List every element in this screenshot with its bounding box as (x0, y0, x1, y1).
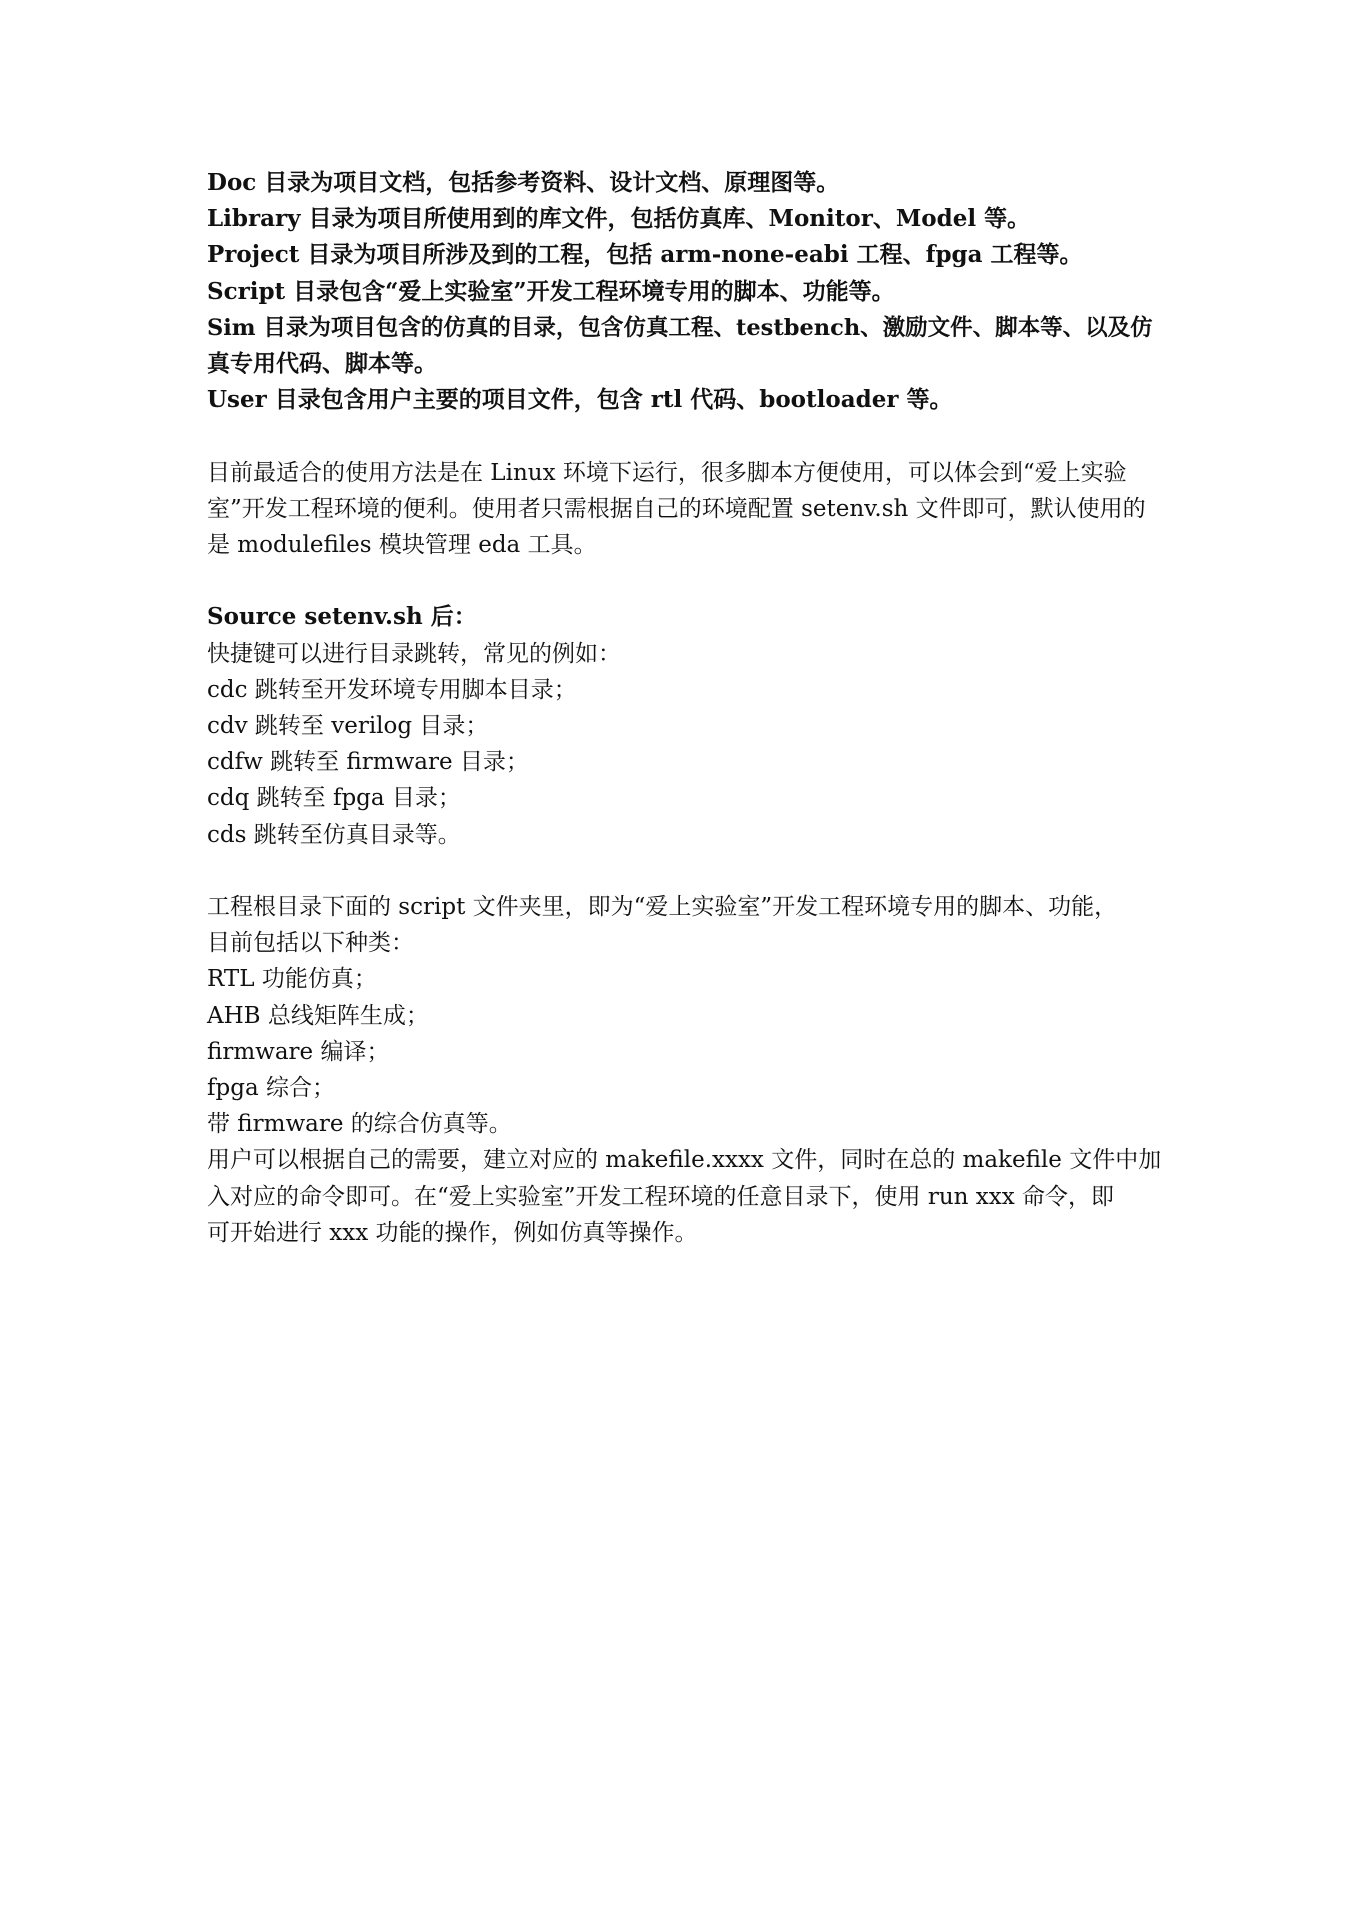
script-section (207, 889, 1162, 1251)
makefile-note-line: 入对应的命令即可。在“爱上实验室”开发工程环境的任意目录下，使用 run xxx 命令，即 (207, 1183, 1114, 1210)
project-dir-line: Project 目录为项目所涉及到的工程，包括 arm-none-eabi 工程、fpga 工程等。 (207, 241, 1083, 269)
makefile-note-line: 可开始进行 xxx 功能的操作，例如仿真等操作。 (207, 1219, 698, 1246)
script-feature-item: AHB 总线矩阵生成； (207, 1002, 429, 1029)
script-intro-line: 工程根目录下面的 script 文件夹里，即为“爱上实验室”开发工程环境专用的脚本、功能， (207, 894, 1118, 921)
shortcut-item: cdq 跳转至 fpga 目录； (207, 785, 461, 812)
shortcut-intro: 快捷键可以进行目录跳转，常见的例如： (207, 640, 621, 667)
usage-line: 室”开发工程环境的便利。使用者只需根据自己的环境配置 setenv.sh 文件即可，默认使用的 (207, 495, 1146, 522)
paragraph-gap (207, 418, 1162, 454)
shortcut-section (207, 599, 1162, 852)
sim-dir-line-continued: 真专用代码、脚本等。 (207, 350, 437, 378)
usage-paragraph (207, 455, 1162, 564)
source-heading: Source setenv.sh 后： (207, 603, 477, 631)
usage-line: 目前最适合的使用方法是在 Linux 环境下运行，很多脚本方便使用，可以体会到“爱上实验 (207, 459, 1127, 486)
sim-dir-line: Sim 目录为项目包含的仿真的目录，包含仿真工程、testbench、激励文件、脚本等、以及仿 (207, 314, 1153, 341)
directory-section (207, 165, 1162, 418)
script-feature-item: RTL 功能仿真； (207, 966, 377, 993)
script-feature-item: firmware 编译； (207, 1038, 390, 1065)
makefile-note-line: 用户可以根据自己的需要，建立对应的 makefile.xxxx 文件，同时在总的 makefile 文件中加 (207, 1147, 1162, 1174)
script-feature-item: fpga 综合； (207, 1075, 335, 1102)
document-page (207, 165, 1162, 1251)
shortcut-item: cdc 跳转至开发环境专用脚本目录； (207, 676, 577, 703)
paragraph-gap (207, 563, 1162, 599)
library-dir-line: Library 目录为项目所使用到的库文件，包括仿真库、Monitor、Model 等。 (207, 205, 1031, 233)
script-intro-line: 目前包括以下种类： (207, 930, 414, 957)
paragraph-gap (207, 853, 1162, 889)
doc-dir-line: Doc 目录为项目文档，包括参考资料、设计文档、原理图等。 (207, 169, 840, 196)
script-dir-line: Script 目录包含“爱上实验室”开发工程环境专用的脚本、功能等。 (207, 277, 895, 305)
shortcut-item: cdv 跳转至 verilog 目录； (207, 713, 489, 740)
script-feature-item: 带 firmware 的综合仿真等。 (207, 1111, 512, 1138)
user-dir-line: User 目录包含用户主要的项目文件，包含 rtl 代码、bootloader 等。 (207, 386, 953, 414)
shortcut-item: cds 跳转至仿真目录等。 (207, 821, 461, 848)
usage-line: 是 modulefiles 模块管理 eda 工具。 (207, 532, 597, 559)
shortcut-item: cdfw 跳转至 firmware 目录； (207, 749, 529, 776)
